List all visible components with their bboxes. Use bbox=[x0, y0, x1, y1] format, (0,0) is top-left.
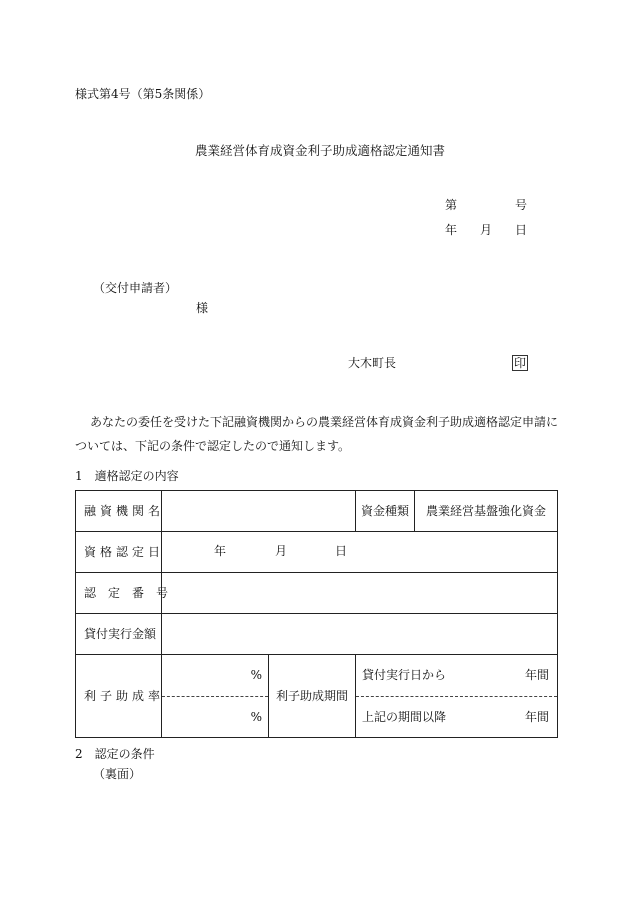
qualification-date-value bbox=[162, 532, 558, 573]
table-row bbox=[76, 614, 558, 655]
period-row2-unit: 年間 bbox=[524, 710, 549, 724]
percent-1: % bbox=[250, 668, 262, 682]
loan-amount-label: 貸付実行金額 bbox=[76, 614, 162, 655]
subsidy-period-values bbox=[356, 655, 558, 738]
period-row1-unit: 年間 bbox=[524, 668, 549, 682]
dashed-divider bbox=[356, 696, 557, 697]
certification-table bbox=[75, 490, 558, 738]
section1-heading bbox=[75, 470, 179, 482]
fund-type-value: 農業経営基盤強化資金 bbox=[415, 491, 558, 532]
body-text-line2: ついては、下記の条件で認定したので通知します。 bbox=[75, 439, 351, 453]
issuer-name: 大木町長 bbox=[348, 356, 397, 370]
fund-type-label: 資金種類 bbox=[356, 491, 415, 532]
qualification-date-label: 資格認定日 bbox=[76, 532, 162, 573]
qual-date-day: 日 bbox=[335, 544, 348, 558]
table-row bbox=[76, 573, 558, 614]
cert-number-value bbox=[162, 573, 558, 614]
section1-number: 1 bbox=[75, 469, 83, 483]
period-row2-label: 上記の期間以降 bbox=[362, 710, 447, 724]
recipient-label: （交付申請者） bbox=[93, 281, 178, 295]
loan-amount-value bbox=[162, 614, 558, 655]
lender-value bbox=[162, 491, 356, 532]
body-text-line1: あなたの委任を受けた下記融資機関からの農業経営体育成資金利子助成適格認定申請に bbox=[90, 415, 559, 429]
qual-date-year: 年 bbox=[214, 544, 227, 558]
interest-rate-values bbox=[162, 655, 269, 738]
subsidy-period-label: 利子助成期間 bbox=[269, 655, 356, 738]
table-row bbox=[76, 532, 558, 573]
doc-number-prefix: 第 bbox=[445, 198, 458, 212]
dashed-divider bbox=[162, 696, 268, 697]
lender-label: 融資機関名 bbox=[76, 491, 162, 532]
section2-number: 2 bbox=[75, 747, 83, 761]
form-number: 様式第4号（第5条関係） bbox=[75, 87, 211, 101]
interest-rate-label: 利子助成率 bbox=[76, 655, 162, 738]
period-row1-label: 貸付実行日から bbox=[362, 668, 447, 682]
seal-mark bbox=[512, 355, 528, 371]
document-title: 農業経営体育成資金利子助成適格認定通知書 bbox=[195, 143, 446, 158]
date-day: 日 bbox=[515, 223, 528, 237]
section1-title: 適格認定の内容 bbox=[94, 469, 179, 483]
reverse-side-label: （裏面） bbox=[93, 767, 142, 781]
date-month: 月 bbox=[480, 223, 493, 237]
section2-heading bbox=[75, 748, 155, 760]
cert-number-label: 認定番号 bbox=[76, 573, 162, 614]
qual-date-month: 月 bbox=[275, 544, 288, 558]
table-row bbox=[76, 655, 558, 738]
percent-2: % bbox=[250, 710, 262, 724]
section2-title: 認定の条件 bbox=[94, 747, 155, 761]
seal-text: 印 bbox=[514, 356, 527, 370]
date-year: 年 bbox=[445, 223, 458, 237]
recipient-honorific: 様 bbox=[196, 301, 209, 315]
doc-number-suffix: 号 bbox=[515, 198, 528, 212]
table-row bbox=[76, 491, 558, 532]
